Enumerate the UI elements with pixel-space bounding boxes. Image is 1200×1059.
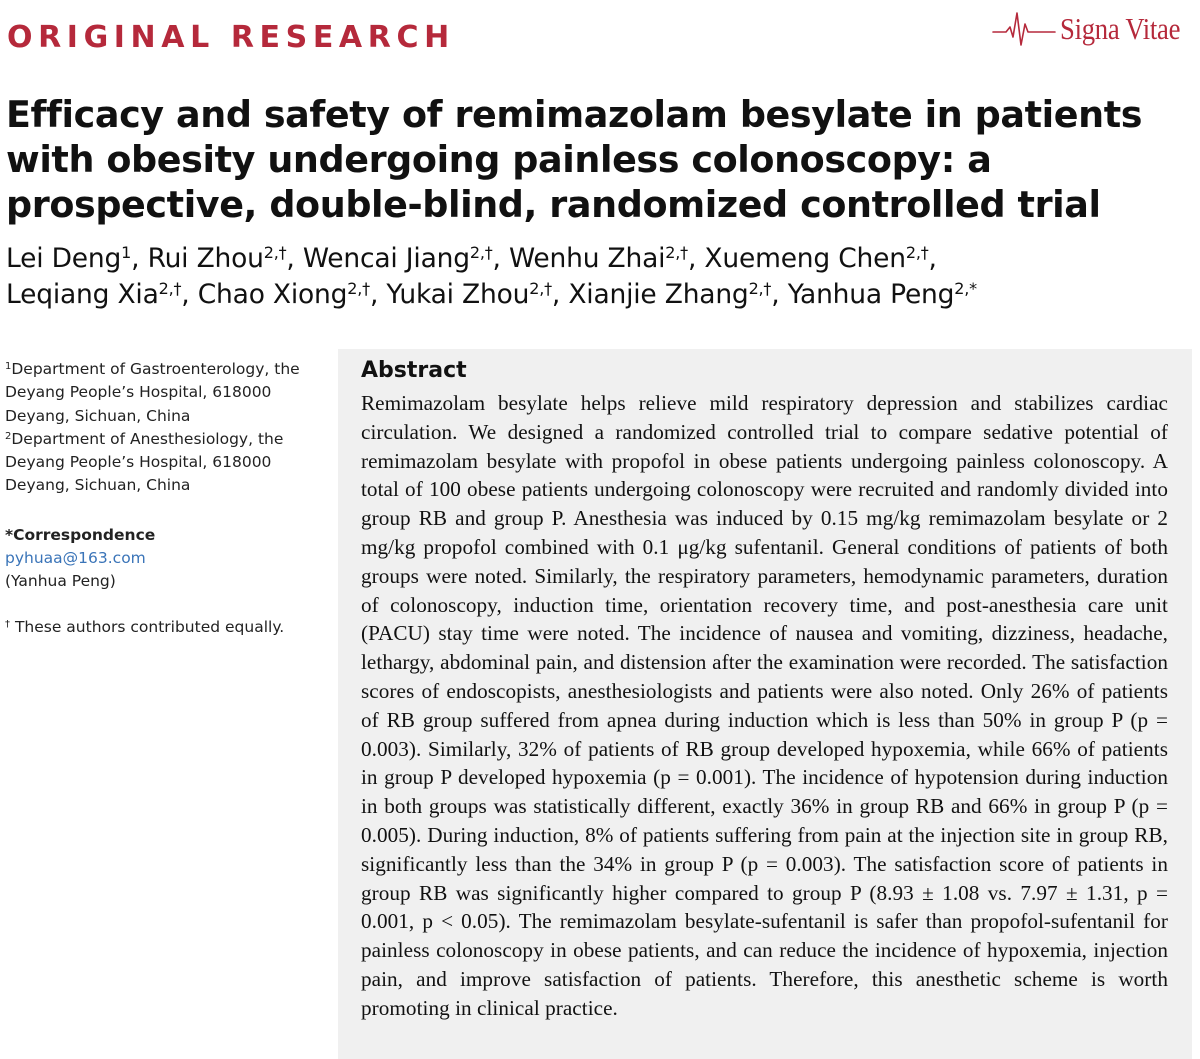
journal-name: Signa Vitae bbox=[1060, 11, 1181, 46]
author[interactable]: Lei Deng$^1$ bbox=[6, 243, 132, 274]
affiliation: $^1$Department of Gastroenterology, the Deyang People’s Hospital, 618000 Deyang, Sichuan, China bbox=[5, 360, 300, 425]
side-column bbox=[5, 358, 325, 639]
correspondence-email-link[interactable]: pyhuaa@163.com bbox=[5, 549, 146, 568]
author[interactable]: Leqiang Xia$^{2,\dagger}$ bbox=[6, 279, 182, 310]
author[interactable]: Chao Xiong$^{2,\dagger}$ bbox=[197, 279, 370, 310]
author[interactable]: Xuemeng Chen$^{2,\dagger}$ bbox=[704, 243, 929, 274]
author[interactable]: Wenhu Zhai$^{2,\dagger}$ bbox=[508, 243, 688, 274]
author[interactable]: Wencai Jiang$^{2,\dagger}$ bbox=[302, 243, 493, 274]
affiliation: $^2$Department of Anesthesiology, the Deyang People’s Hospital, 618000 Deyang, Sichuan, China bbox=[5, 429, 284, 495]
abstract-box bbox=[338, 349, 1192, 1059]
journal-logo[interactable] bbox=[992, 8, 1196, 50]
heartbeat-wave-icon bbox=[992, 10, 1056, 48]
correspondence-name: (Yanhua Peng) bbox=[5, 572, 116, 591]
equal-contribution-footnote: † These authors contributed equally. bbox=[5, 617, 285, 636]
author[interactable]: Rui Zhou$^{2,\dagger}$ bbox=[147, 243, 287, 274]
abstract-text: Remimazolam besylate helps relieve mild respiratory depression and stabilizes cardiac circulation. We designed a randomized controlled trial to compare sedative potential of remimazolam besylate with propofol in obese patients undergoing painless colonoscopy. A total of 100 obese patients undergoing colonoscopy were recruited and randomly divided into group RB and group P. Anesthesia was induced by 0.15 mg/kg remimazolam besylate or 2 mg/kg propofol combined with 0.1 μg/kg sufentanil. General conditions of patients of both groups were noted. Similarly, the respiratory parameters, hemodynamic parameters, duration of colonoscopy, induction time, orientation recovery time, and post-anesthesia care unit (PACU) stay time were noted. The incidence of nausea and vomiting, dizziness, headache, lethargy, abdominal pain, and distension after the examination were recorded. The satisfaction scores of endoscopists, anesthesiologists and patients were also noted. Only 26% of patients of RB group suffered from apnea during induction which is less than 50% in group P (p = 0.003). Similarly, 32% of patients of RB group developed hypoxemia, while 66% of patients in group P developed hypoxemia (p = 0.001). The incidence of hypotension during induction in both groups was statistically different, exactly 36% in group RB and 66% in group P (p = 0.005). During induction, 8% of patients suffering from pain at the injection site in group RB, significantly less than the 34% in group P (p = 0.003). The satisfaction score of patients in group RB was significantly higher compared to group P (8.93 ± 1.08 vs. 7.97 ± 1.31, p = 0.001, p < 0.05). The remimazolam besylate-sufentanil is safer than propofol-sufentanil for painless colonoscopy in obese patients, and can reduce the incidence of hypoxemia, injection pain, and improve satisfaction of patients. Therefore, this anesthetic scheme is worth promoting in clinical practice. bbox=[361, 391, 1168, 1020]
author-list: Lei Deng$^1$, Rui Zhou$^{2,\dagger}$, Wencai Jiang$^{2,\dagger}$, Wenhu Zhai$^{2,\dagger}$, Xuemeng Chen$^{2,\dagger}$, Leqiang Xia$^{2,\dagger}$, Chao Xiong$^{2,\dagger}$, Yukai Zhou$^{2,\dagger}$, Xianjie Zhang$^{2,\dagger}$, Yanhua Peng$^{2,*}$ bbox=[6, 243, 977, 310]
author[interactable]: Xianjie Zhang$^{2,\dagger}$ bbox=[568, 279, 772, 310]
abstract-heading: Abstract bbox=[361, 358, 467, 383]
section-label: ORIGINAL RESEARCH bbox=[7, 20, 455, 55]
correspondence-heading: *Correspondence bbox=[5, 525, 156, 544]
author[interactable]: Yanhua Peng$^{2,*}$ bbox=[787, 279, 977, 310]
article-title: Efficacy and safety of remimazolam besylate in patients with obesity undergoing painless colonoscopy: a prospective, double-blind, randomized controlled trial bbox=[6, 93, 1143, 226]
author[interactable]: Yukai Zhou$^{2,\dagger}$ bbox=[386, 279, 552, 310]
